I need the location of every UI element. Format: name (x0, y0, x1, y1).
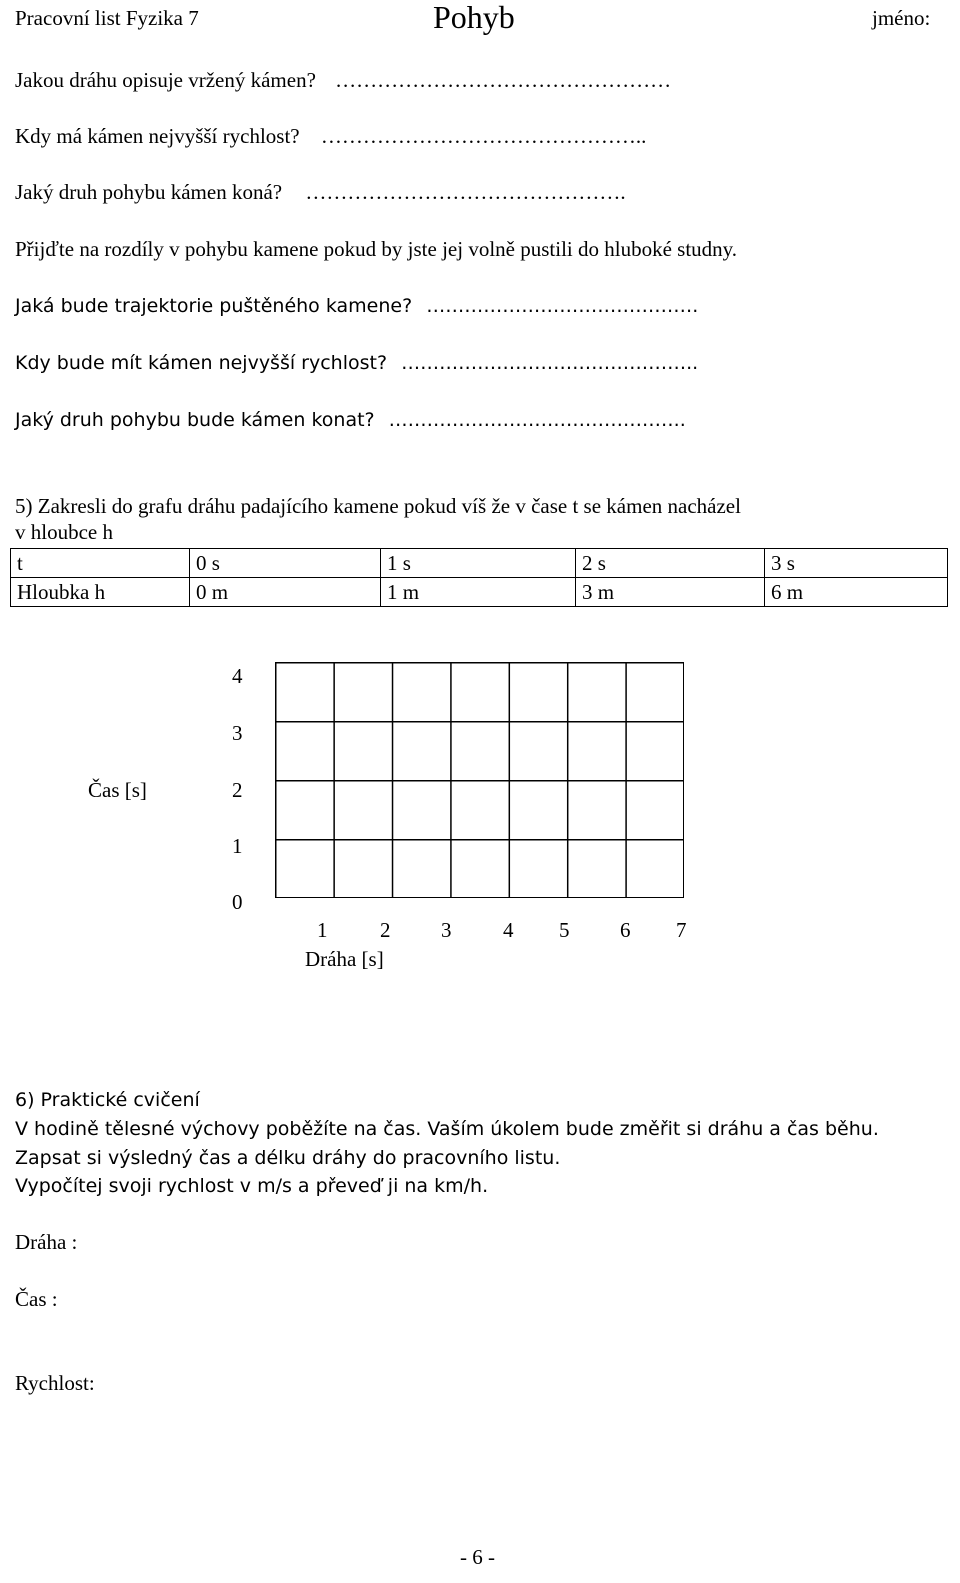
task6-line: Zapsat si výsledný čas a délku dráhy do pracovního listu. (15, 1147, 561, 1169)
question-text: Jakou dráhu opisuje vržený kámen? (15, 68, 316, 92)
y-tick-label: 0 (232, 890, 243, 914)
question-text: Jaký druh pohybu kámen koná? (15, 180, 283, 204)
answer-blank[interactable]: ……………………………………….. (320, 124, 647, 148)
y-tick-label: 2 (232, 778, 243, 802)
answer-blank[interactable]: ………………………………………. (305, 180, 626, 204)
answer-blank[interactable]: ………………………………………… (335, 68, 672, 92)
y-tick-label: 1 (232, 834, 243, 858)
page-title: Pohyb (433, 0, 515, 35)
y-tick-label: 3 (232, 721, 243, 745)
x-axis-label: Dráha [s] (305, 947, 384, 971)
data-table (10, 548, 948, 607)
x-tick-label: 1 (317, 918, 328, 942)
cas-field[interactable]: Čas : (15, 1287, 58, 1311)
x-tick-label: 6 (620, 918, 631, 942)
x-tick-label: 4 (503, 918, 514, 942)
table-cell: 3 m (576, 578, 765, 607)
table-cell: 0 s (190, 549, 381, 578)
question-4 (15, 237, 737, 262)
draha-field[interactable]: Dráha : (15, 1230, 78, 1254)
rychlost-field[interactable]: Rychlost: (15, 1371, 95, 1395)
question-text: Kdy má kámen nejvyšší rychlost? (15, 124, 300, 148)
y-axis-label: Čas [s] (88, 778, 147, 802)
task6-line: Vypočítej svoji rychlost v m/s a převeď ji na km/h. (15, 1175, 489, 1197)
table-row (11, 549, 948, 578)
name-label: jméno: (872, 6, 931, 30)
question-5 (15, 295, 698, 317)
table-cell: 1 s (381, 549, 576, 578)
task6-title: 6) Praktické cvičení (15, 1089, 200, 1111)
question-text: Jaká bude trajektorie puštěného kamene? (15, 295, 413, 317)
worksheet-label: Pracovní list Fyzika 7 (15, 6, 199, 30)
question-text: Přijďte na rozdíly v pohybu kamene pokud by jste jej volně pustili do hluboké studny. (15, 237, 738, 261)
table-cell: 2 s (576, 549, 765, 578)
task6-line: V hodině tělesné výchovy poběžíte na čas. Vaším úkolem bude změřit si dráhu a čas běhu. (15, 1118, 879, 1140)
table-cell: 0 m (190, 578, 381, 607)
task5-line2: v hloubce h (15, 520, 113, 544)
question-3 (15, 180, 626, 205)
x-tick-label: 3 (441, 918, 452, 942)
table-cell: Hloubka h (11, 578, 190, 607)
question-1 (15, 68, 671, 93)
question-text: Kdy bude mít kámen nejvyšší rychlost? (15, 352, 388, 374)
question-2 (15, 124, 646, 149)
answer-blank[interactable]: ……………………………………….. (388, 409, 686, 431)
y-tick-label: 4 (232, 664, 243, 688)
x-tick-label: 5 (559, 918, 570, 942)
x-tick-label: 2 (380, 918, 391, 942)
question-7 (15, 409, 686, 431)
page-number: - 6 - (460, 1545, 495, 1569)
table-cell: 3 s (765, 549, 948, 578)
table-row (11, 578, 948, 607)
question-text: Jaký druh pohybu bude kámen konat? (15, 409, 375, 431)
x-tick-label: 7 (676, 918, 687, 942)
answer-grid[interactable] (275, 662, 684, 898)
question-6 (15, 352, 698, 374)
table-cell: t (11, 549, 190, 578)
answer-blank[interactable]: ……………………………………….. (401, 352, 699, 374)
task5-line1: 5) Zakresli do grafu dráhu padajícího kamene pokud víš že v čase t se kámen nacházel (15, 494, 741, 518)
table-cell: 1 m (381, 578, 576, 607)
table-cell: 6 m (765, 578, 948, 607)
answer-blank[interactable]: ……………………………………. (426, 295, 699, 317)
